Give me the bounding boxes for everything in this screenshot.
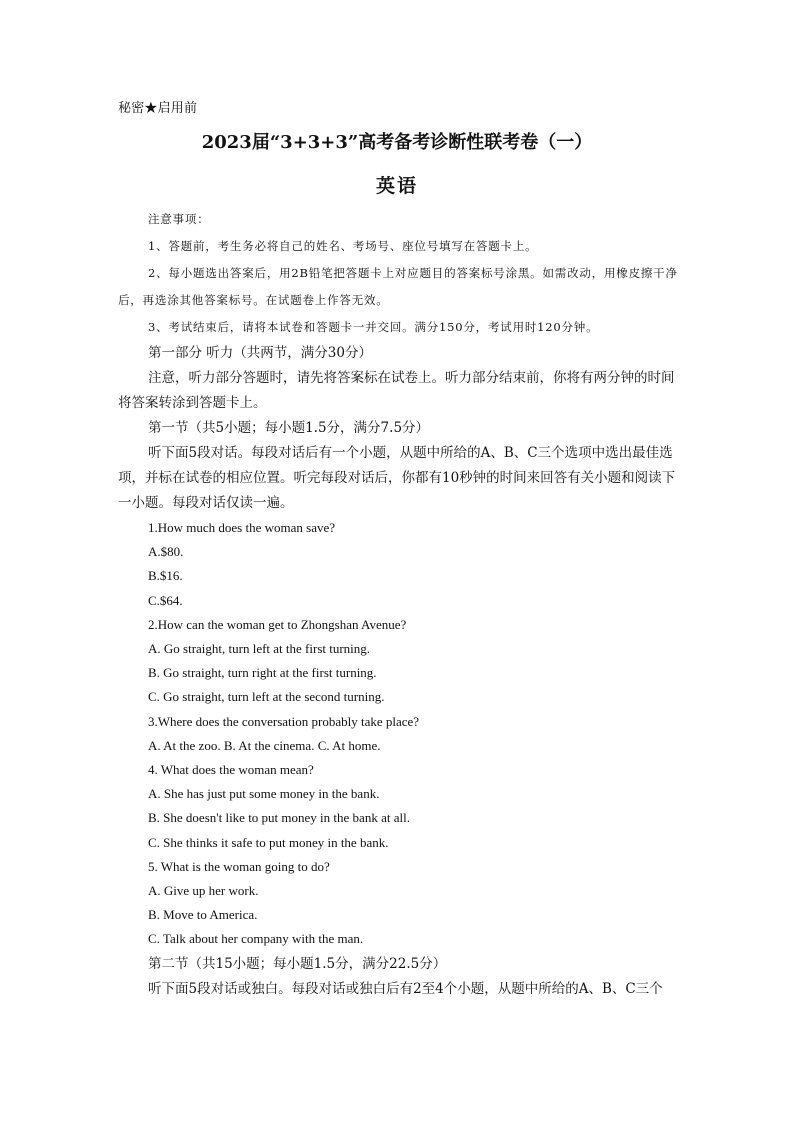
notice-block [118, 206, 678, 341]
question-option: C. Go straight, turn left at the second turning. [148, 689, 385, 705]
question-option: A. She has just put some money in the bank. [148, 786, 380, 802]
confidential-tag: 秘密★启用前 [118, 101, 198, 116]
question-stem: 5. What is the woman going to do? [148, 858, 330, 874]
part1-intro: 注意，听力部分答题时，请先将答案标在试卷上。听力部分结束前，你将有两分钟的时间将答案转涂到答题卡上。 [118, 370, 675, 411]
question-option: B. She doesn't like to put money in the bank at all. [148, 810, 410, 826]
section1-heading: 第一节（共5小题；每小题1.5分，满分7.5分） [148, 420, 430, 436]
question-list [118, 516, 678, 952]
section2-instructions: 听下面5段对话或独白。每段对话或独白后有2至4个小题，从题中所给的A、B、C三个 [148, 980, 663, 997]
question-option: B.$16. [148, 568, 183, 584]
exam-title: 2023届“3+3+3”高考备考诊断性联考卷（一） [201, 132, 593, 153]
question-option: B. Move to America. [148, 907, 258, 923]
question-option: C. Talk about her company with the man. [148, 931, 364, 947]
notice-heading: 注意事项： [148, 212, 210, 226]
question-option: B. Go straight, turn right at the first turning. [148, 665, 377, 681]
part1-heading: 第一部分 听力（共两节，满分30分） [148, 345, 372, 361]
exam-body [118, 206, 678, 1002]
notice-item: 1、答题前，考生务必将自己的姓名、考场号、座位号填写在答题卡上。 [148, 239, 538, 253]
question-stem: 2.How can the woman get to Zhongshan Avenue? [148, 616, 407, 632]
part1-block [118, 341, 678, 516]
question-option: C.$64. [148, 592, 183, 608]
notice-item: 2、每小题选出答案后，用2B铅笔把答题卡上对应题目的答案标号涂黑。如需改动，用橡皮擦干净后，再选涂其他答案标号。在试题卷上作答无效。 [118, 266, 678, 307]
question-stem: 1.How much does the woman save? [148, 520, 336, 535]
section1-instructions: 听下面5段对话。每段对话后有一个小题，从题中所给的A、B、C三个选项中选出最佳选项，并标在试卷的相应位置。听完每段对话后，你都有10秒钟的时间来回答有关小题和阅读下一小题。每段对话仅读一遍。 [118, 445, 676, 511]
question-option: A. Go straight, turn left at the first turning. [148, 641, 371, 657]
subject-title: 英语 [375, 175, 418, 197]
question-option: A. At the zoo. B. At the cinema. C. At home. [148, 737, 381, 753]
section2-heading: 第二节（共15小题；每小题1.5分，满分22.5分） [148, 955, 447, 972]
notice-item: 3、考试结束后，请将本试卷和答题卡一并交回。满分150分，考试用时120分钟。 [148, 320, 599, 334]
question-option: A. Give up her work. [148, 883, 259, 899]
question-option: A.$80. [148, 544, 184, 560]
section2-block [118, 952, 678, 1002]
question-stem: 4. What does the woman mean? [148, 762, 314, 778]
question-option: C. She thinks it safe to put money in the bank. [148, 834, 389, 850]
question-stem: 3.Where does the conversation probably take place? [148, 713, 420, 729]
